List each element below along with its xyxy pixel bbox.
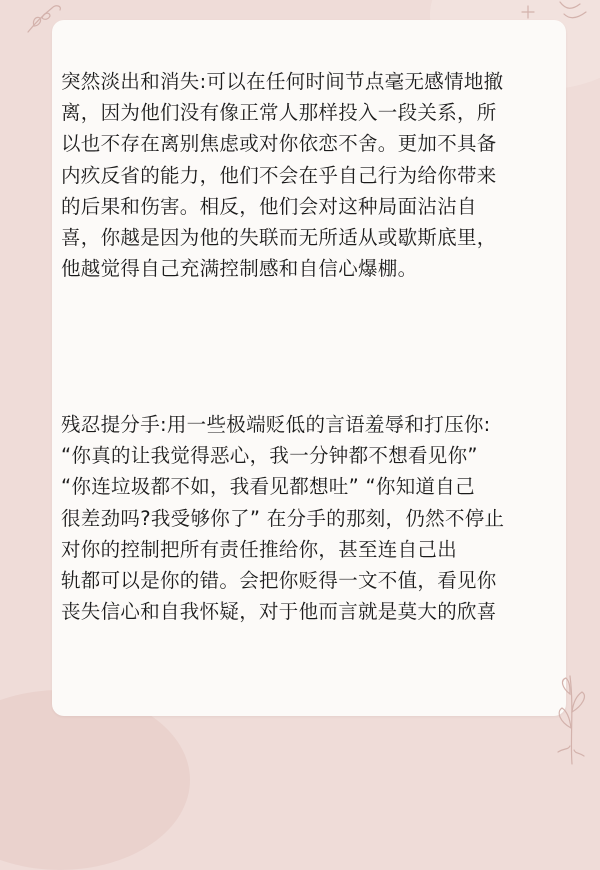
text-line: “你连垃圾都不如，我看见都想吐” “你知道自己 — [61, 475, 475, 499]
text-line: “你真的让我觉得恶心，我一分钟都不想看见你” — [61, 444, 478, 468]
text-line: 丧失信心和自我怀疑，对于他而言就是莫大的欣喜 — [61, 600, 497, 624]
leaf-branch-icon — [548, 668, 596, 768]
text-line: 轨都可以是你的错。会把你贬得一文不值，看见你 — [61, 569, 497, 593]
content-card — [52, 20, 566, 716]
text-line: 内疚反省的能力，他们不会在乎自己行为给你带来 — [61, 163, 497, 187]
text-line: 对你的控制把所有责任推给你，甚至连自己出 — [61, 537, 458, 561]
text-line: 的后果和伤害。相反，他们会对这种局面沾沾自 — [61, 194, 477, 218]
text-line: 离，因为他们没有像正常人那样投入一段关系，所 — [61, 101, 497, 125]
text-line: 以也不存在离别焦虑或对你依恋不舍。更加不具备 — [61, 132, 497, 156]
text-line: 残忍提分手:用一些极端贬低的言语羞辱和打压你: — [61, 413, 491, 436]
text-line: 他越觉得自己充满控制感和自信心爆棚。 — [61, 257, 418, 281]
text-line: 很差劲吗?我受够你了” 在分手的那刻，仍然不停止 — [61, 506, 505, 530]
text-line: 喜，你越是因为他的失联而无所适从或歇斯底里， — [61, 226, 497, 250]
paragraph-sudden-disappearance — [61, 66, 503, 284]
background-blob — [0, 690, 190, 870]
text-line: 突然淡出和消失:可以在任何时间节点毫无感情地撤 — [61, 70, 504, 93]
paragraph-cruel-breakup — [61, 409, 504, 627]
